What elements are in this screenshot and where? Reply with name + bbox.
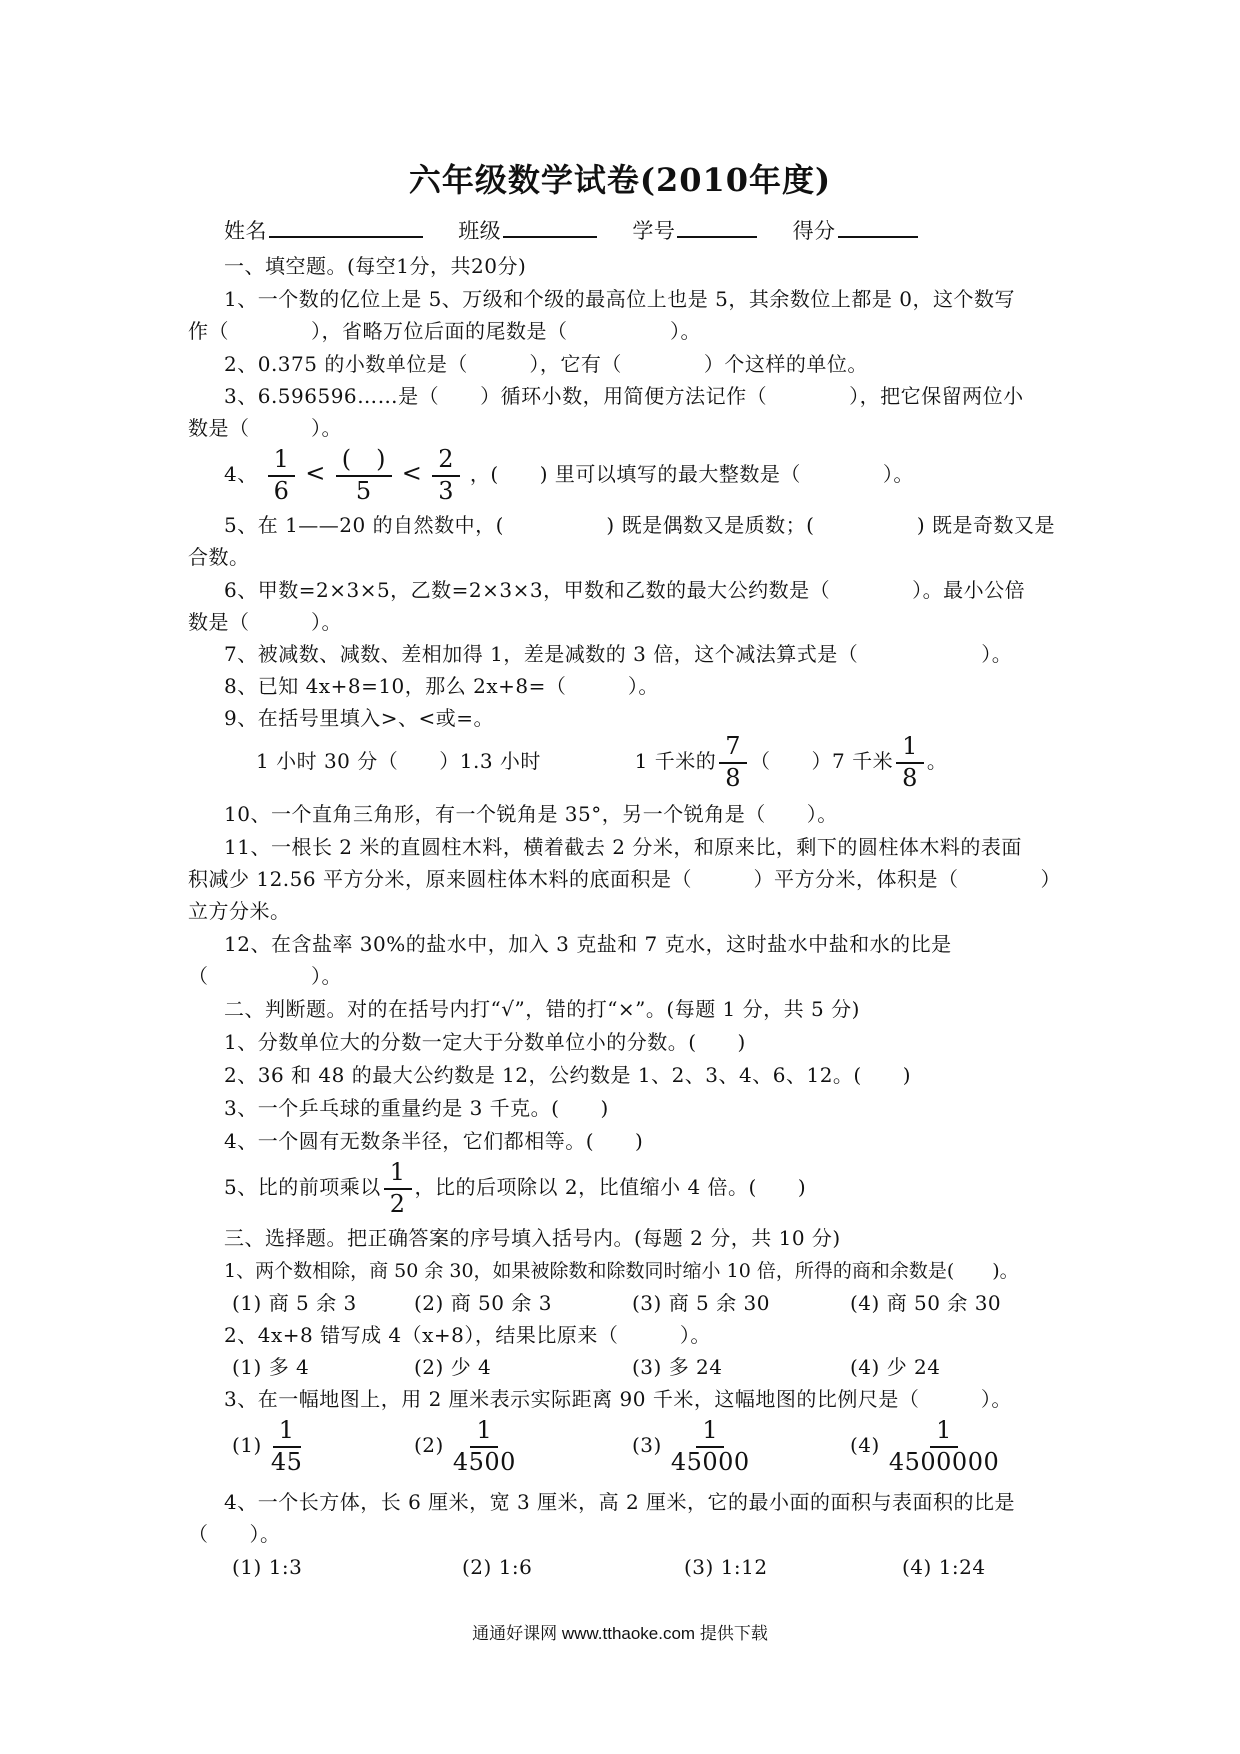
option: (4) 少 24: [850, 1355, 941, 1379]
s1-q11-line3: 立方分米。: [188, 899, 291, 923]
s1-q11-line2: 积减少 12.56 平方分米，原来圆柱体木料的底面积是（ ）平方分米，体积是（ ）: [188, 867, 1061, 891]
q9-item-a: 1 小时 30 分（ ）1.3 小时: [256, 749, 541, 773]
s1-q6-line2: 数是（ ）。: [188, 610, 342, 634]
s2-q4: 4、一个圆有无数条半径，它们都相等。( ): [224, 1129, 644, 1153]
option: [632, 1416, 850, 1475]
s1-q5-line2: 合数。: [188, 545, 250, 569]
q4-fraction-2: [336, 447, 392, 503]
option: [232, 1416, 414, 1475]
fraction-denominator: 45: [270, 1447, 303, 1476]
score-label: 得分: [792, 219, 836, 243]
option: (1) 多 4: [232, 1355, 310, 1379]
option: (4) 商 50 余 30: [850, 1291, 1002, 1315]
s3-q1: 1、两个数相除，商 50 余 30，如果被除数和除数同时缩小 10 倍，所得的商和余数是( )。: [224, 1260, 1019, 1282]
option: (2) 少 4: [414, 1355, 492, 1379]
s1-q8: 8、已知 4x+8=10，那么 2x+8=（ ）。: [224, 674, 659, 698]
section2-header: 二、判断题。对的在括号内打“√”，错的打“×”。(每题 1 分，共 5 分): [224, 997, 860, 1021]
fraction-numerator: 1: [896, 734, 924, 763]
scale-fraction: [883, 1418, 1005, 1474]
option: [414, 1416, 632, 1475]
option-label: (4): [850, 1433, 880, 1457]
s1-q4-suffix: ，( ) 里可以填写的最大整数是（ ）。: [469, 462, 914, 486]
fraction-denominator: 8: [725, 763, 742, 792]
section1-header: 一、填空题。(每空1分，共20分): [224, 254, 527, 278]
s1-q3-line1: 3、6.596596……是（ ）循环小数，用简便方法记作（ ），把它保留两位小: [224, 384, 1024, 408]
s1-q3-line2: 数是（ ）。: [188, 416, 342, 440]
q4-fraction-3: [432, 447, 460, 503]
option: [850, 1416, 1008, 1475]
fraction-numerator: 2: [432, 447, 460, 476]
less-than-sign: <: [401, 459, 423, 487]
s3-q2: 2、4x+8 错写成 4（x+8），结果比原来（ ）。: [224, 1323, 711, 1347]
scale-fraction: [447, 1418, 522, 1474]
page-title: 六年级数学试卷(2010年度): [408, 161, 832, 199]
s3-q3-options: [232, 1416, 1008, 1476]
number-blank: [677, 214, 757, 238]
fraction-numerator: 1: [268, 447, 296, 476]
option-label: (1): [232, 1433, 262, 1457]
option: (3) 1:12: [684, 1555, 768, 1579]
q9-item-b-prefix: 1 千米的: [634, 749, 717, 773]
option: (3) 商 5 余 30: [632, 1291, 770, 1315]
student-info-row: [224, 214, 926, 245]
scale-fraction: [265, 1418, 309, 1474]
score-blank: [838, 214, 918, 238]
fraction-numerator: 1: [273, 1418, 301, 1447]
number-label: 学号: [632, 219, 676, 243]
s2-q5-fraction: [384, 1160, 412, 1216]
option: (1) 1:3: [232, 1555, 303, 1579]
option-label: (2): [414, 1433, 444, 1457]
option: (2) 商 50 余 3: [414, 1291, 552, 1315]
s1-q7: 7、被减数、减数、差相加得 1，差是减数的 3 倍，这个减法算式是（ ）。: [224, 642, 1013, 666]
s3-q3: 3、在一幅地图上，用 2 厘米表示实际距离 90 千米，这幅地图的比例尺是（ ）。: [224, 1387, 1012, 1411]
q9-item-b-end: 。: [926, 749, 948, 773]
s1-q12-line2: （ ）。: [188, 964, 342, 988]
s3-q1-options: [232, 1289, 1001, 1317]
s3-q4-options: [232, 1553, 986, 1581]
s3-q4-line2: （ ）。: [188, 1522, 281, 1546]
s1-q2: 2、0.375 的小数单位是（ ），它有（ ）个这样的单位。: [224, 352, 868, 376]
option: (2) 1:6: [462, 1555, 533, 1579]
q9-fraction-1: [719, 734, 747, 790]
fraction-numerator: 1: [930, 1418, 958, 1447]
s1-q9: 9、在括号里填入>、<或=。: [224, 706, 494, 730]
section3-header: 三、选择题。把正确答案的序号填入括号内。(每题 2 分，共 10 分): [224, 1226, 841, 1250]
s1-q10: 10、一个直角三角形，有一个锐角是 35°，另一个锐角是（ ）。: [224, 802, 838, 826]
class-label: 班级: [458, 219, 502, 243]
s1-q11-line1: 11、一根长 2 米的直圆柱木料，横着截去 2 分米，和原来比，剩下的圆柱体木料的表面: [224, 835, 1022, 859]
fraction-denominator: 4500000: [888, 1447, 1000, 1476]
option: (4) 1:24: [902, 1555, 986, 1579]
s1-q5-line1: 5、在 1——20 的自然数中，( ) 既是偶数又是质数；( ) 既是奇数又是: [224, 513, 1056, 537]
fraction-numerator: ( ): [336, 447, 392, 476]
q4-fraction-1: [268, 447, 296, 503]
fraction-numerator: 7: [719, 734, 747, 763]
s1-q12-line1: 12、在含盐率 30%的盐水中，加入 3 克盐和 7 克水，这时盐水中盐和水的比是: [224, 932, 952, 956]
fraction-numerator: 1: [470, 1418, 498, 1447]
q9-item-b-mid: （ ）7 千米: [750, 749, 894, 773]
s1-q9-items: [256, 732, 947, 792]
s2-q2: 2、36 和 48 的最大公约数是 12，公约数是 1、2、3、4、6、12。( ): [224, 1063, 912, 1087]
s2-q1: 1、分数单位大的分数一定大于分数单位小的分数。( ): [224, 1030, 746, 1054]
option-label: (3): [632, 1433, 662, 1457]
fraction-denominator: 6: [273, 476, 290, 505]
q9-fraction-2: [896, 734, 924, 790]
s1-q4-prefix: 4、: [224, 462, 258, 486]
fraction-numerator: 1: [696, 1418, 724, 1447]
less-than-sign: <: [305, 459, 326, 487]
name-label: 姓名: [224, 219, 267, 243]
fraction-numerator: 1: [384, 1160, 412, 1189]
footer-credit: 通通好课网 www.tthaoke.com 提供下载: [472, 1624, 768, 1643]
name-blank: [269, 214, 423, 238]
option: (3) 多 24: [632, 1355, 723, 1379]
s1-q6-line1: 6、甲数=2×3×5，乙数=2×3×3，甲数和乙数的最大公约数是（ ）。最小公倍: [224, 578, 1026, 602]
s3-q4-line1: 4、一个长方体，长 6 厘米，宽 3 厘米，高 2 厘米，它的最小面的面积与表面积的比是: [224, 1490, 1016, 1514]
fraction-denominator: 8: [902, 763, 918, 792]
s2-q3: 3、一个乒乓球的重量约是 3 千克。( ): [224, 1096, 609, 1120]
fraction-denominator: 5: [355, 476, 372, 505]
s1-q1-line2: 作（ ），省略万位后面的尾数是（ ）。: [188, 319, 701, 343]
s2-q5-suffix: ，比的后项除以 2，比值缩小 4 倍。( ): [414, 1175, 807, 1199]
fraction-denominator: 2: [389, 1189, 406, 1218]
class-blank: [503, 214, 597, 238]
s2-q5: [224, 1158, 806, 1218]
fraction-denominator: 45000: [670, 1447, 750, 1476]
option: (1) 商 5 余 3: [232, 1291, 357, 1315]
fraction-denominator: 4500: [452, 1447, 516, 1476]
s2-q5-prefix: 5、比的前项乘以: [224, 1175, 381, 1199]
s3-q2-options: [232, 1353, 941, 1381]
scale-fraction: [665, 1418, 756, 1474]
s1-q4: [224, 444, 914, 504]
fraction-denominator: 3: [438, 476, 455, 505]
s1-q1-line1: 1、一个数的亿位上是 5、万级和个级的最高位上也是 5，其余数位上都是 0，这个数写: [224, 287, 1015, 311]
